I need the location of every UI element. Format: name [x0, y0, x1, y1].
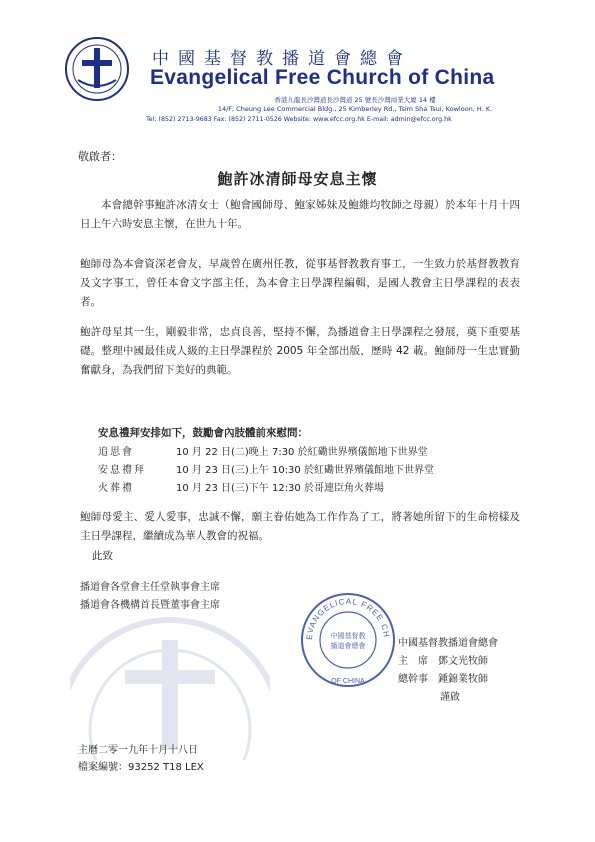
schedule-list: [98, 444, 518, 498]
recipient-line: 播道會各機構首長暨董事會主席: [80, 600, 220, 611]
organization-seal: [298, 590, 398, 690]
org-name-zh: 中國基督教播道會總會: [152, 49, 412, 69]
svg-text:EVANGELICAL FREE CHURCH: EVANGELICAL FREE CH: [304, 596, 392, 641]
schedule-label: 安息禮拜: [98, 465, 146, 476]
recipient-line: 播道會各堂會主任堂執事會主席: [80, 582, 220, 593]
contact-line: Tel: (852) 2713-9683 Fax: (852) 2711-0526 Website: www.efcc.org.hk E-mail: admin@efcc.org.hk: [146, 116, 452, 123]
closing: 此致: [92, 550, 113, 562]
letter-date: 主曆二零一九年十月十八日: [78, 745, 198, 756]
reference-number: 檔案編號：93252 T18 LEX: [78, 762, 204, 773]
signature-org: 中國基督教播道會總會: [398, 638, 498, 649]
salutation: 敬啟者：: [78, 150, 122, 163]
schedule-detail: 10 月 22 日(二)晚上 7:30 於紅磡世界殯儀館地下世界堂: [176, 447, 428, 458]
paragraph-3: 鮑許母星其一生，剛毅非常，忠貞良善，堅持不懈，為播道會主日學課程之發展，奠下重要基礎。整理中國最佳成人級的主日學課程於 2005 年全部出版，歷時 42 載。鮑師母一生忠實勤奮獻身，為我們留下美好的典範。: [80, 326, 520, 376]
address-en: 14/F, Cheung Lee Commercial Bldg., 25 Kimberley Rd., Tsim Sha Tsui, Kowloon, H. K.: [217, 105, 493, 113]
schedule-label: 火葬禮: [98, 483, 134, 494]
svg-text:播道會總會: 播道會總會: [330, 642, 366, 650]
letter-title: 鮑許冰清師母安息主懷: [217, 170, 378, 188]
signature-gensec: 總幹事 鍾錦業牧師: [398, 674, 488, 685]
address-zh: 香港九龍長沙灣道長沙灣道 25 號長沙灣商業大廈 14 樓: [274, 96, 436, 104]
paragraph-1: 本會總幹事鮑許冰清女士（鮑會國師母、鮑家姊妹及鮑維均牧師之母親）於本年十月十四日上午六時安息主懷，在世九十年。: [80, 199, 520, 230]
schedule-row: [98, 462, 518, 480]
schedule-detail: 10 月 23 日(三)上午 10:30 於紅磡世界殯儀館地下世界堂: [176, 465, 434, 476]
schedule-row: [98, 480, 518, 498]
schedule-label: 追思會: [98, 447, 134, 458]
paragraph-2: 鮑師母為本會資深老會友，早歲曾在廣州任教，從事基督教教育事工，一生致力於基督教教育及文字事工，曾任本會文字部主任，為本會主日學課程編輯，是國人教會主日學課程的表表者。: [80, 258, 520, 308]
org-name-en: Evangelical Free Church of China: [150, 66, 495, 89]
paragraph-4: 鮑師母愛主、愛人愛事，忠誠不懈，願主眷佑她為工作作為了工，將著她所留下的生命榜樣及主日學課程，繼續成為華人教會的祝福。: [80, 511, 520, 542]
svg-text:OF CHINA: OF CHINA: [331, 678, 365, 685]
signature-chair: 主 席 鄧文光牧師: [398, 656, 488, 667]
schedule-detail: 10 月 23 日(三)下午 12:30 於哥連臣角火葬場: [176, 483, 384, 494]
schedule-row: [98, 444, 518, 462]
watermark-logo: [70, 600, 270, 760]
signature-respectfully: 謹啟: [440, 692, 460, 703]
svg-text:中國基督教: 中國基督教: [330, 632, 366, 640]
church-logo: [64, 36, 130, 102]
schedule-heading: 安息禮拜安排如下，鼓勵會內肢體前來慰問：: [98, 427, 308, 439]
